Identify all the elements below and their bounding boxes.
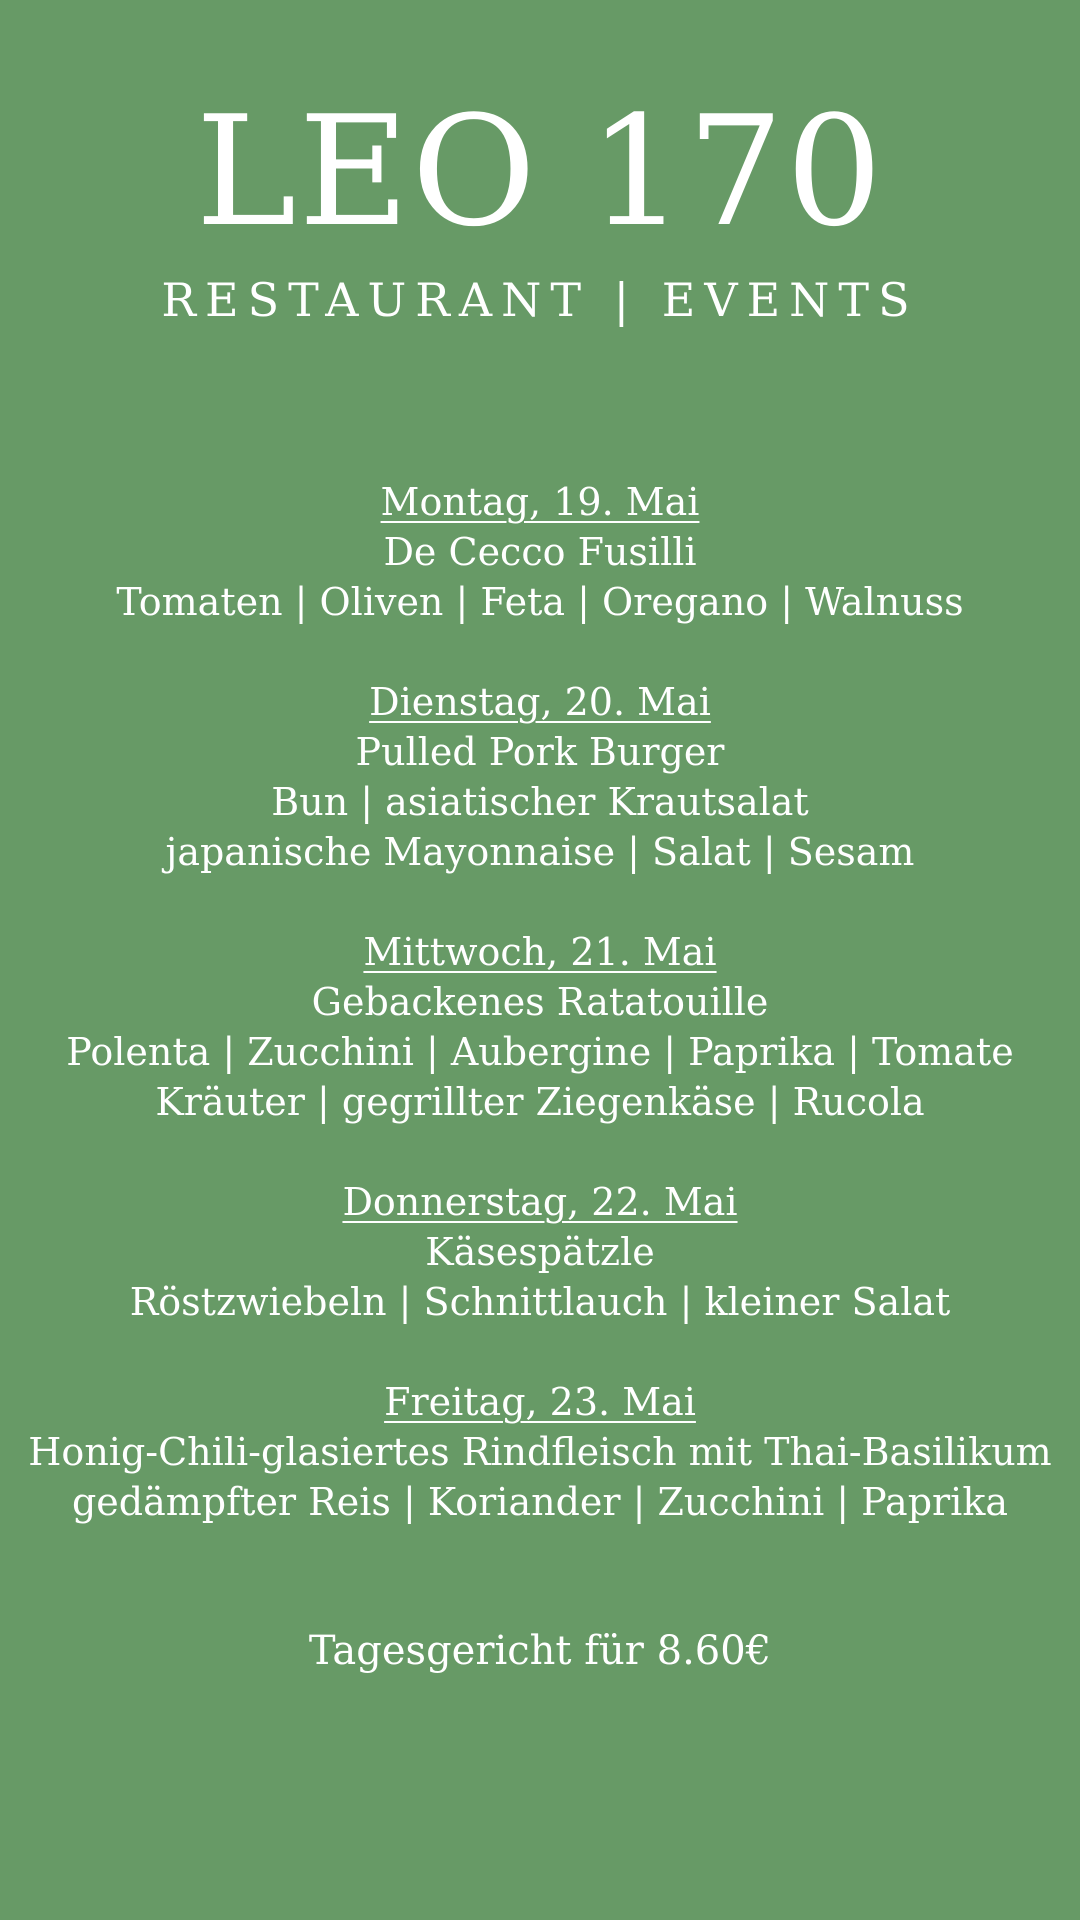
dish-details: Tomaten | Oliven | Feta | Oregano | Walnuss — [116, 580, 964, 624]
menu-day-monday — [0, 477, 1080, 627]
dish-name: Honig-Chili-glasiertes Rindfleisch mit Thai-Basilikum — [28, 1430, 1052, 1474]
day-date: Dienstag, 20. Mai — [369, 680, 711, 724]
menu-day-wednesday — [0, 927, 1080, 1127]
daily-price: Tagesgericht für 8.60€ — [308, 1628, 772, 1674]
dish-details: japanische Mayonnaise | Salat | Sesam — [165, 830, 915, 874]
menu-day-friday — [0, 1377, 1080, 1527]
dish-name: Gebackenes Ratatouille — [311, 980, 769, 1024]
dish-details: gedämpfter Reis | Koriander | Zucchini | Paprika — [71, 1480, 1009, 1524]
day-date: Donnerstag, 22. Mai — [342, 1180, 738, 1224]
header — [0, 83, 1080, 328]
dish-name: Käsespätzle — [425, 1230, 655, 1274]
dish-details: Kräuter | gegrillter Ziegenkäse | Rucola — [155, 1080, 925, 1124]
day-date: Montag, 19. Mai — [380, 480, 700, 524]
dish-details: Polenta | Zucchini | Aubergine | Paprika | Tomate — [66, 1030, 1014, 1074]
dish-details: Bun | asiatischer Krautsalat — [271, 780, 809, 824]
day-date: Mittwoch, 21. Mai — [363, 930, 717, 974]
dish-details: Röstzwiebeln | Schnittlauch | kleiner Salat — [129, 1280, 951, 1324]
dish-name: De Cecco Fusilli — [383, 530, 697, 574]
menu-day-thursday — [0, 1177, 1080, 1327]
dish-name: Pulled Pork Burger — [355, 730, 725, 774]
brand-tagline: RESTAURANT | EVENTS — [161, 273, 919, 327]
menu-day-tuesday — [0, 677, 1080, 877]
brand-title: LEO 170 — [195, 83, 885, 260]
day-date: Freitag, 23. Mai — [384, 1380, 696, 1424]
weekly-menu — [0, 477, 1080, 1577]
